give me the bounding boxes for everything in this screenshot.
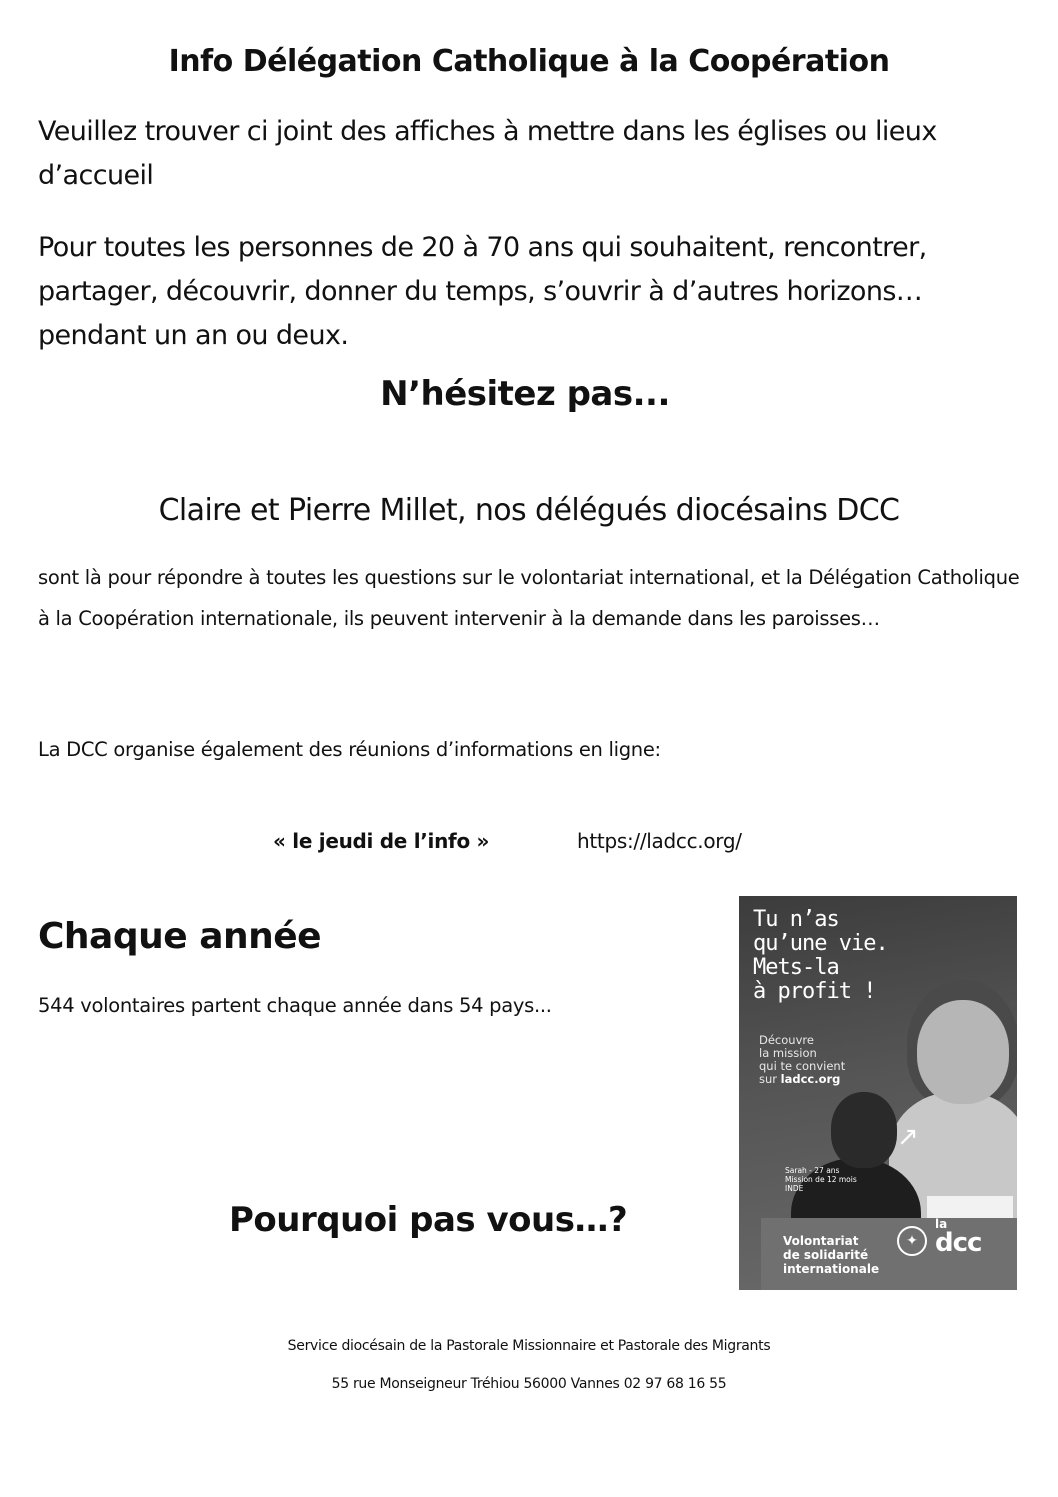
footer-address: 55 rue Monseigneur Tréhiou 56000 Vannes 02 97 68 16 55 <box>331 1376 727 1392</box>
info-event-name: « le jeudi de l’info » <box>273 829 490 853</box>
page-title: Info Délégation Catholique à la Coopération <box>168 44 890 79</box>
closing-heading: Pourquoi pas vous…? <box>229 1200 628 1240</box>
curved-arrow-icon: ↗ <box>897 1122 919 1152</box>
intro-paragraph-audience: Pour toutes les personnes de 20 à 70 ans qui souhaitent, rencontrer, partager, découvrir, donner du temps, s’ouvrir à d’autres horizons… pendant un an ou deux. <box>38 232 927 351</box>
poster-subtext: Découvre la mission qui te convient sur ladcc.org <box>759 1033 846 1086</box>
delegates-description: sont là pour répondre à toutes les questions sur le volontariat international, et la Délégation Catholique à la Coopération internationale, ils peuvent intervenir à la demande dans les paroisses… <box>38 566 1020 630</box>
poster-headline: Tu n’as qu’une vie. Mets-la à profit ! <box>753 907 888 1004</box>
online-meetings-text: La DCC organise également des réunions d’informations en ligne: <box>38 738 661 761</box>
call-to-action-heading: N’hésitez pas... <box>380 374 670 414</box>
poster-person-face <box>831 1092 897 1168</box>
poster-person-face <box>917 1000 1009 1104</box>
poster-program-name: Volontariat de solidarité internationale <box>783 1234 880 1276</box>
globe-logo-icon: ✦ <box>897 1226 927 1256</box>
dcc-poster-image <box>739 896 1017 1290</box>
footer-service-name: Service diocésain de la Pastorale Missionnaire et Pastorale des Migrants <box>287 1338 771 1354</box>
delegates-line: Claire et Pierre Millet, nos délégués diocésains DCC <box>158 493 900 528</box>
dcc-logo: la dcc <box>935 1217 982 1258</box>
website-link[interactable]: https://ladcc.org/ <box>577 829 742 853</box>
volunteer-statistic: 544 volontaires partent chaque année dans 54 pays... <box>38 994 552 1017</box>
section-heading: Chaque année <box>38 916 322 957</box>
poster-caption: Sarah - 27 ans Mission de 12 mois INDE <box>785 1166 857 1193</box>
intro-paragraph-posters: Veuillez trouver ci joint des affiches à mettre dans les églises ou lieux d’accueil <box>38 116 937 191</box>
